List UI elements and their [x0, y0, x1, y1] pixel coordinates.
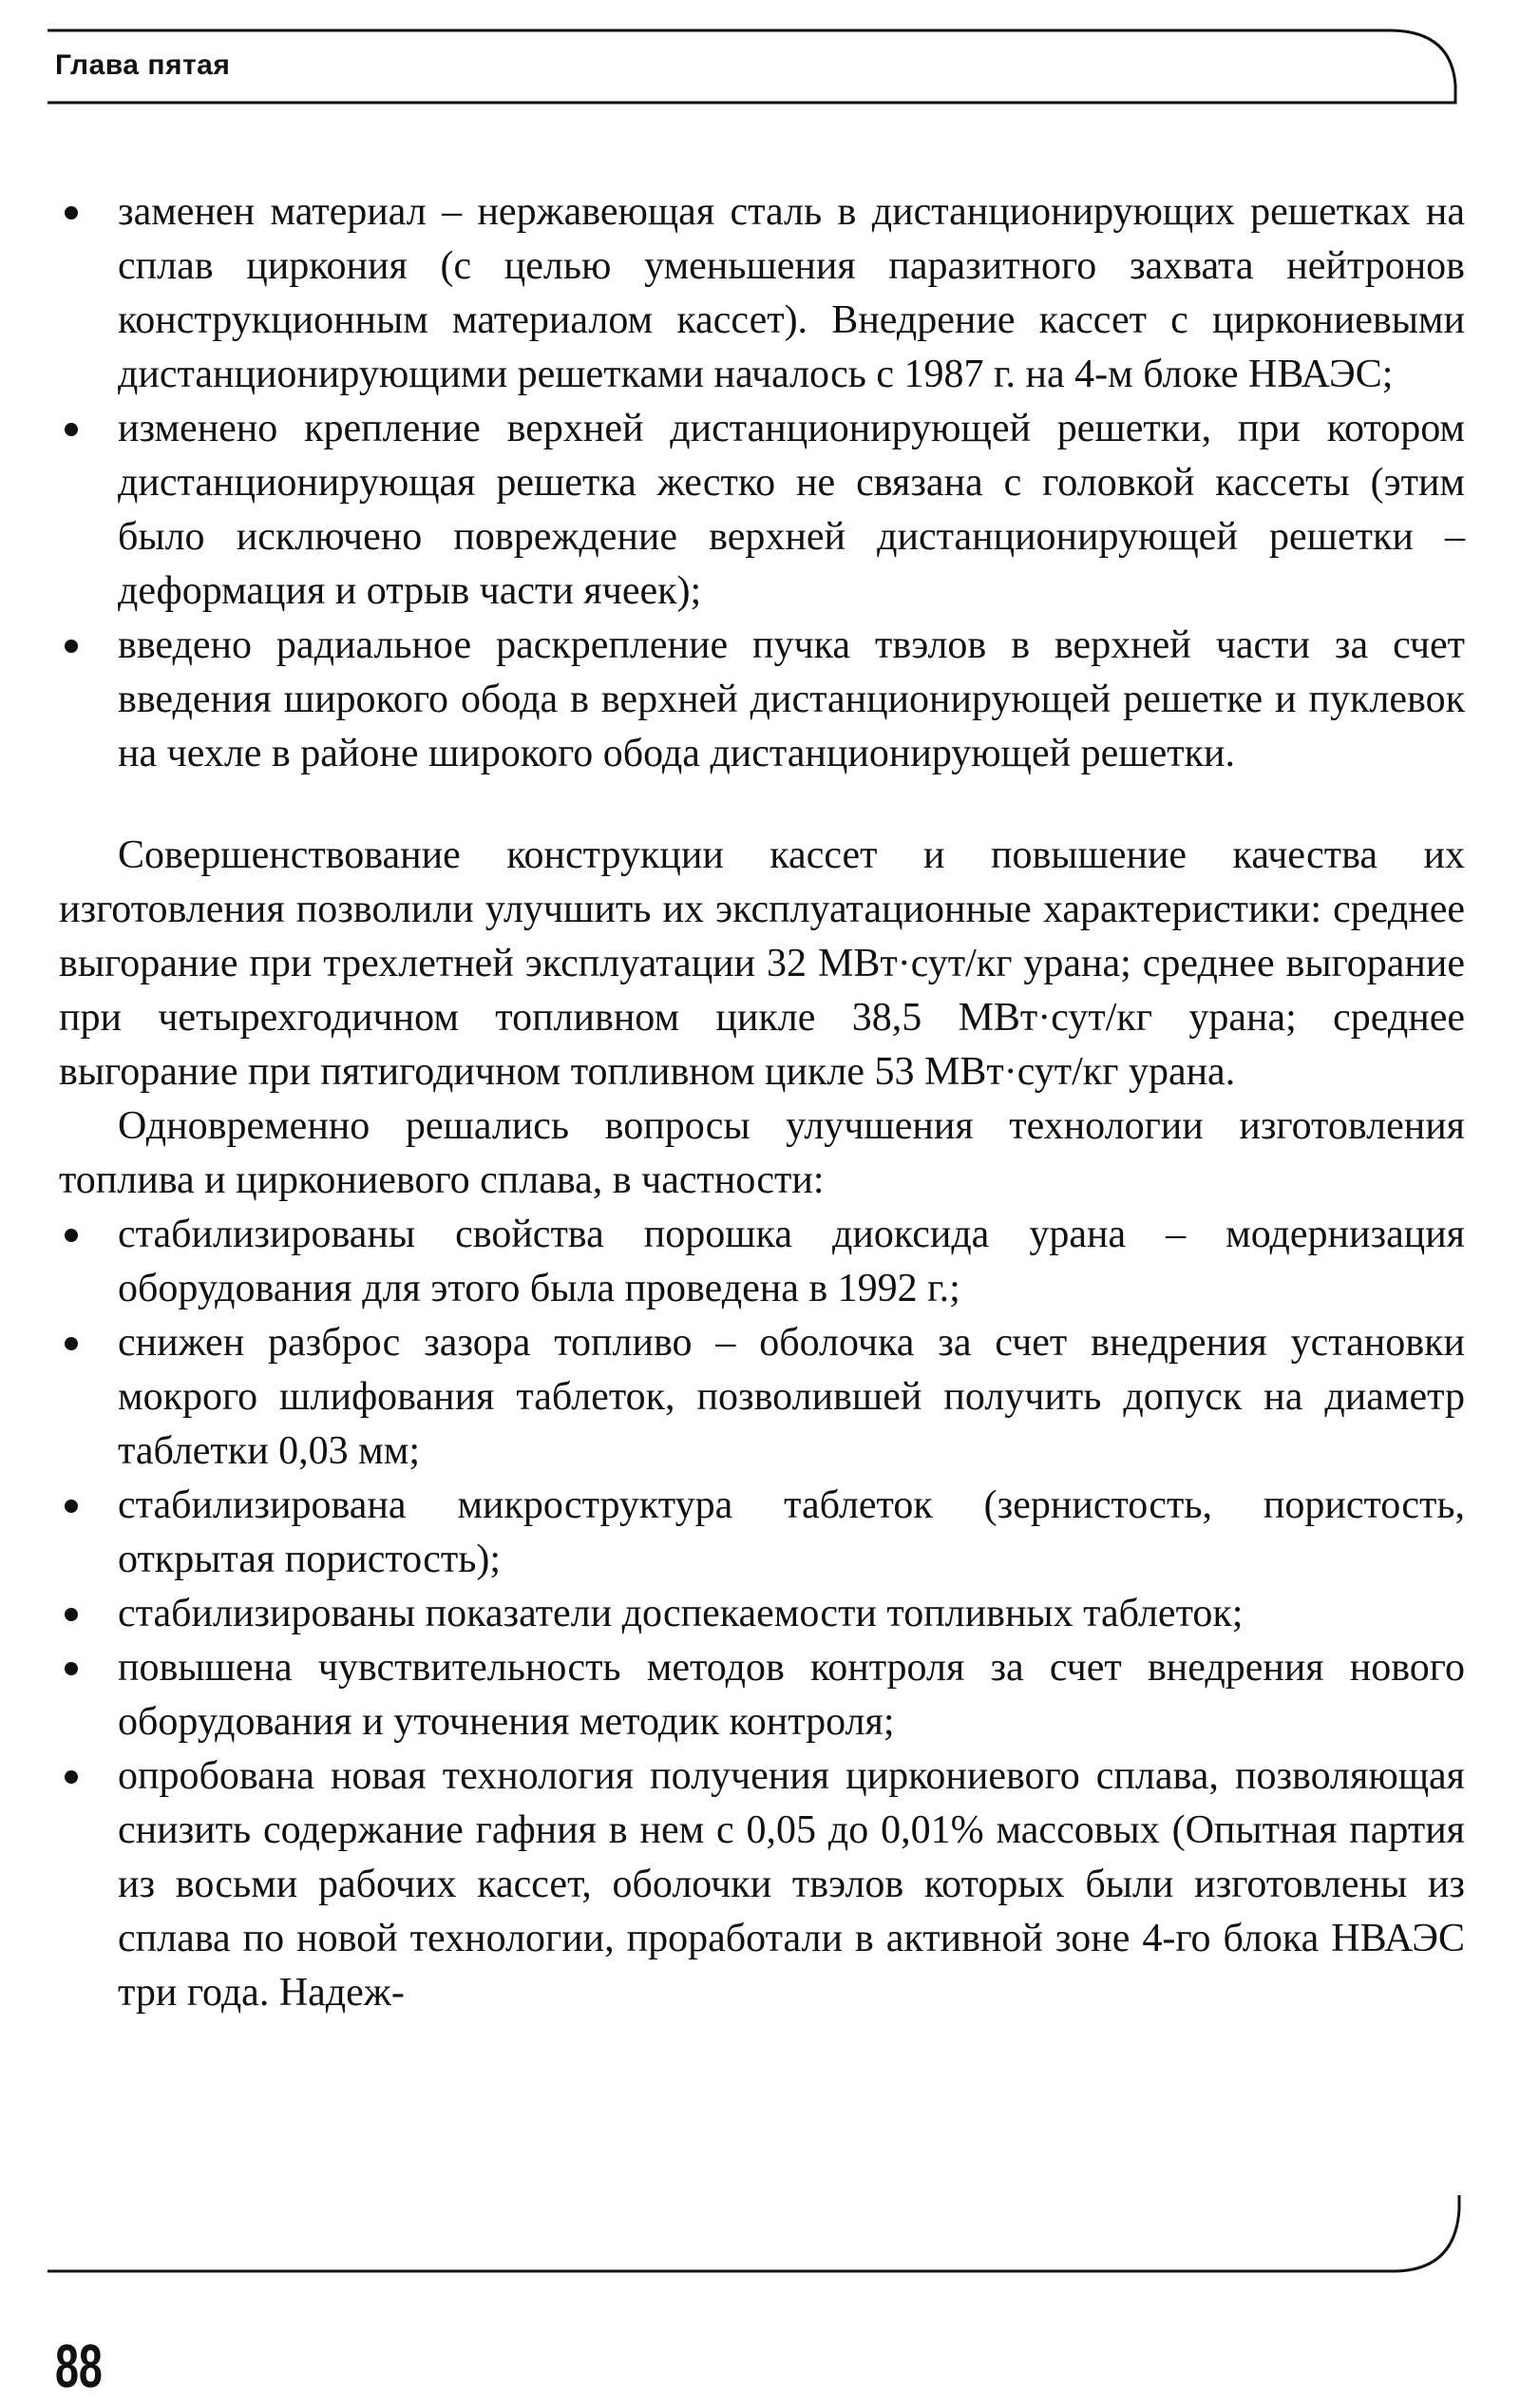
- bullet-list-1: [59, 185, 1465, 781]
- bullet-icon: [65, 1337, 78, 1350]
- paragraph-improvements: Совершенствование конструкции кассет и повышение качества их изготовления позволили улучшить их эксплуатационные характеристики: среднее выгорание при трехлетней эксплуатации 32 МВт·сут/кг урана; среднее выгорание при четырехгодичном топливном цикле 38,5 МВт·сут/кг урана; среднее выгорание при пятигодичном топливном цикле 53 МВт·сут/кг урана.: [59, 833, 1465, 1094]
- running-header: Глава пятая: [55, 49, 231, 81]
- paragraph-gap: [59, 781, 1465, 829]
- list-item: стабилизирована микроструктура таблеток (зернистость, пористость, открытая пористость);: [59, 1479, 1465, 1587]
- bullet-icon: [65, 1608, 78, 1621]
- bullet-icon: [65, 640, 78, 653]
- paragraph-technology: Одновременно решались вопросы улучшения технологии изготовления топлива и циркониевого сплава, в частности:: [59, 1104, 1465, 1202]
- page-body: [59, 185, 1465, 2020]
- list-item: повышена чувствительность методов контроля за счет внедрения нового оборудования и уточнения методик контроля;: [59, 1641, 1465, 1749]
- list-item: снижен разброс зазора топливо – оболочка за счет внедрения установки мокрого шлифования таблеток, позволившей получить допуск на диаметр таблетки 0,03 мм;: [59, 1316, 1465, 1479]
- bullet-icon: [65, 423, 78, 436]
- bullet-list-2: [59, 1208, 1465, 2020]
- list-item: стабилизированы показатели доспекаемости топливных таблеток;: [59, 1587, 1465, 1641]
- footer-rule: [48, 2195, 1459, 2271]
- list-item: заменен материал – нержавеющая сталь в дистанционирующих решетках на сплав циркония (с целью уменьшения паразитного захвата нейтронов конструкционным материалом кассет). Внедрение кассет с циркониевыми дистанционирующими решетками началось с 1987 г. на 4-м блоке НВАЭС;: [59, 185, 1465, 402]
- list-item: изменено крепление верхней дистанционирующей решетки, при котором дистанционирующая решетка жестко не связана с головкой кассеты (этим было исключено повреждение верхней дистанционирующей решетки – деформация и отрыв части ячеек);: [59, 402, 1465, 619]
- bullet-icon: [65, 206, 78, 220]
- list-item: стабилизированы свойства порошка диоксида урана – модернизация оборудования для этого была проведена в 1992 г.;: [59, 1208, 1465, 1316]
- bullet-icon: [65, 1662, 78, 1675]
- bullet-icon: [65, 1770, 78, 1784]
- list-item: введено радиальное раскрепление пучка твэлов в верхней части за счет введения широкого обода в верхней дистанционирующей решетке и пуклевок на чехле в районе широкого обода дистанционирующей решетки.: [59, 619, 1465, 781]
- bullet-icon: [65, 1229, 78, 1242]
- bullet-icon: [65, 1500, 78, 1513]
- header-rule: [48, 30, 1455, 103]
- page-number: 88: [55, 2332, 103, 2400]
- list-item: опробована новая технология получения циркониевого сплава, позволяющая снизить содержание гафния в нем с 0,05 до 0,01% массовых (Опытная партия из восьми рабочих кассет, оболочки твэлов которых были изготовлены из сплава по новой технологии, проработали в активной зоне 4-го блока НВАЭС три года. Надеж-: [59, 1749, 1465, 2020]
